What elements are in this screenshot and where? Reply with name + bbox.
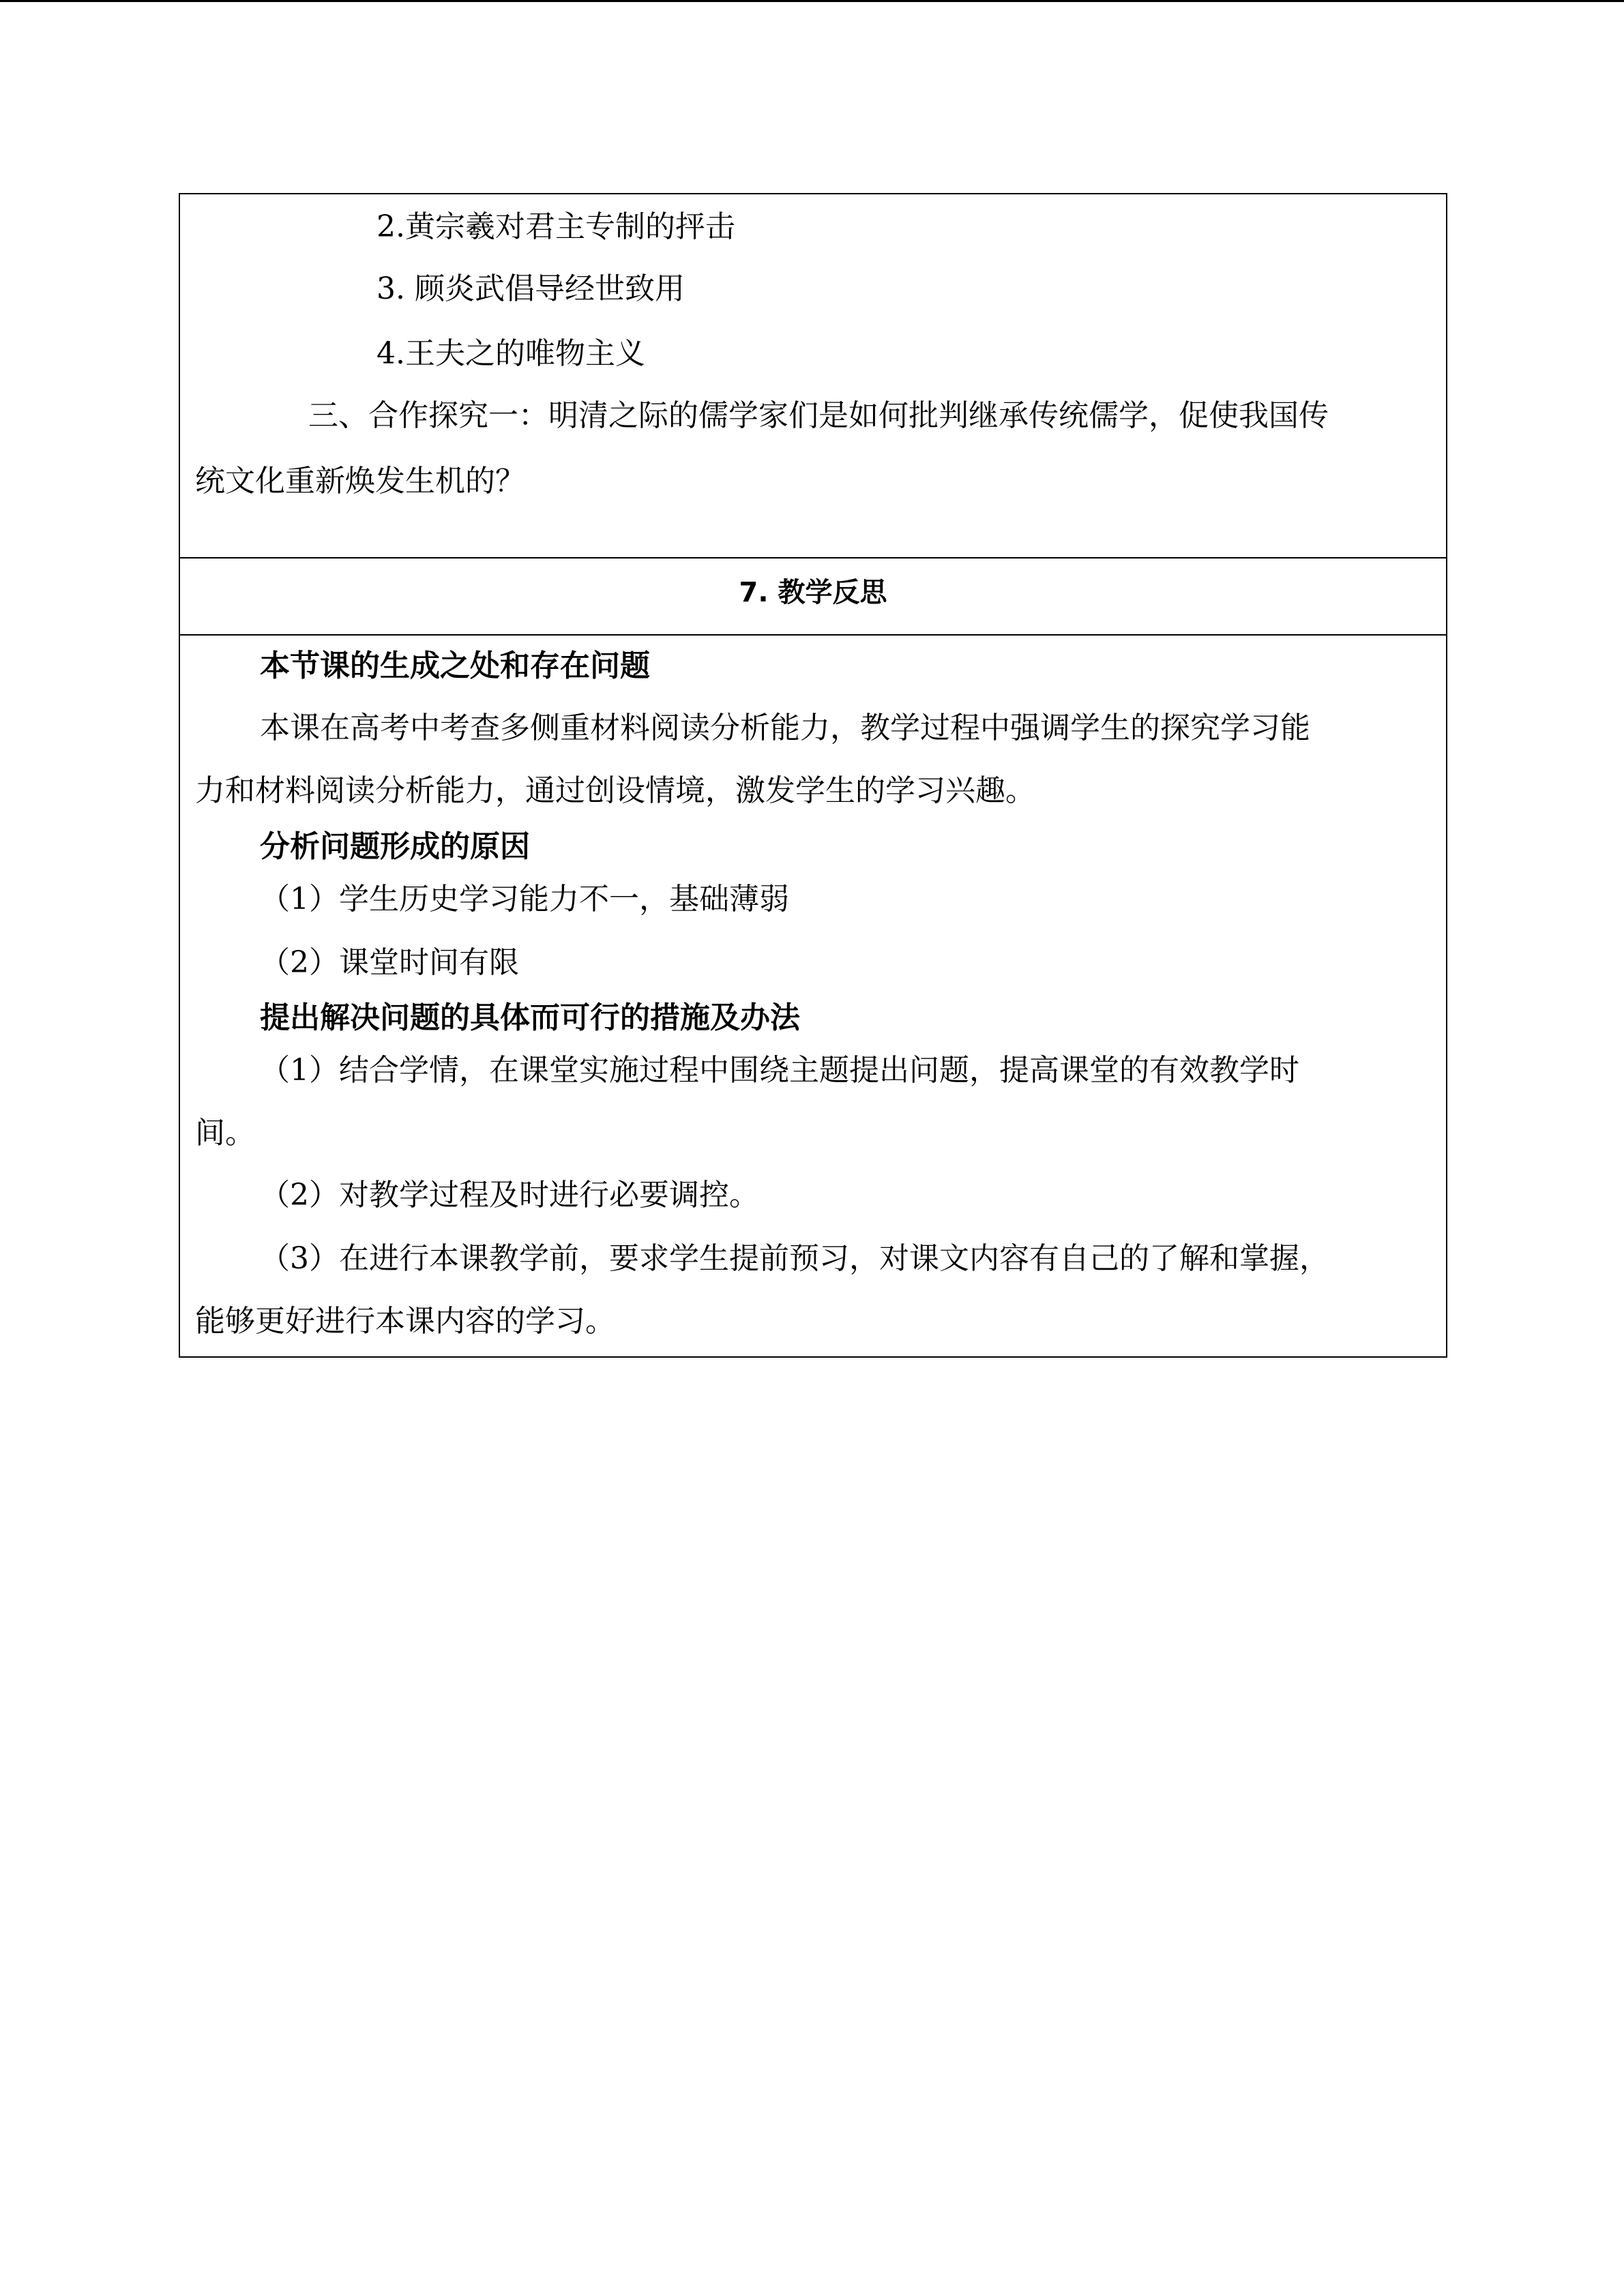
content-cell-reflection — [180, 634, 1446, 1356]
item-wang-fuzhi: 4.王夫之的唯物主义 — [377, 336, 645, 371]
inquiry-question-line2: 统文化重新焕发生机的？ — [195, 464, 525, 498]
item-huang-zongxi: 2.黄宗羲对君主专制的抨击 — [377, 209, 735, 244]
inquiry-question-line1: 三、合作探究一：明清之际的儒学家们是如何批判继承传统儒学，促使我国传 — [308, 398, 1329, 433]
heading-cell-reflection — [180, 557, 1446, 634]
cause-item-1: （1）学生历史学习能力不一，基础薄弱 — [260, 882, 789, 916]
lesson-plan-table — [179, 193, 1447, 1358]
subheading-generation-and-problems: 本节课的生成之处和存在问题 — [260, 648, 650, 683]
measure-item-3-line2: 能够更好进行本课内容的学习。 — [195, 1304, 615, 1339]
subheading-measures: 提出解决问题的具体而可行的措施及办法 — [260, 1000, 800, 1035]
measure-item-1-line2: 间。 — [195, 1116, 255, 1150]
measure-item-1-line1: （1）结合学情，在课堂实施过程中围绕主题提出问题，提高课堂的有效教学时 — [260, 1053, 1299, 1088]
section-heading: 7. 教学反思 — [739, 577, 887, 608]
item-gu-yanwu: 3. 顾炎武倡导经世致用 — [377, 271, 685, 306]
measure-item-3-line1: （3）在进行本课教学前，要求学生提前预习，对课文内容有自己的了解和掌握， — [260, 1241, 1329, 1276]
paragraph-1-line1: 本课在高考中考查多侧重材料阅读分析能力，教学过程中强调学生的探究学习能 — [260, 711, 1310, 745]
page-top-border — [0, 0, 1624, 2]
paragraph-1-line2: 力和材料阅读分析能力，通过创设情境，激发学生的学习兴趣。 — [195, 773, 1035, 808]
measure-item-2: （2）对教学过程及时进行必要调控。 — [260, 1178, 759, 1212]
cause-item-2: （2）课堂时间有限 — [260, 945, 519, 980]
subheading-causes: 分析问题形成的原因 — [260, 829, 530, 864]
content-cell-knowledge — [180, 194, 1446, 557]
